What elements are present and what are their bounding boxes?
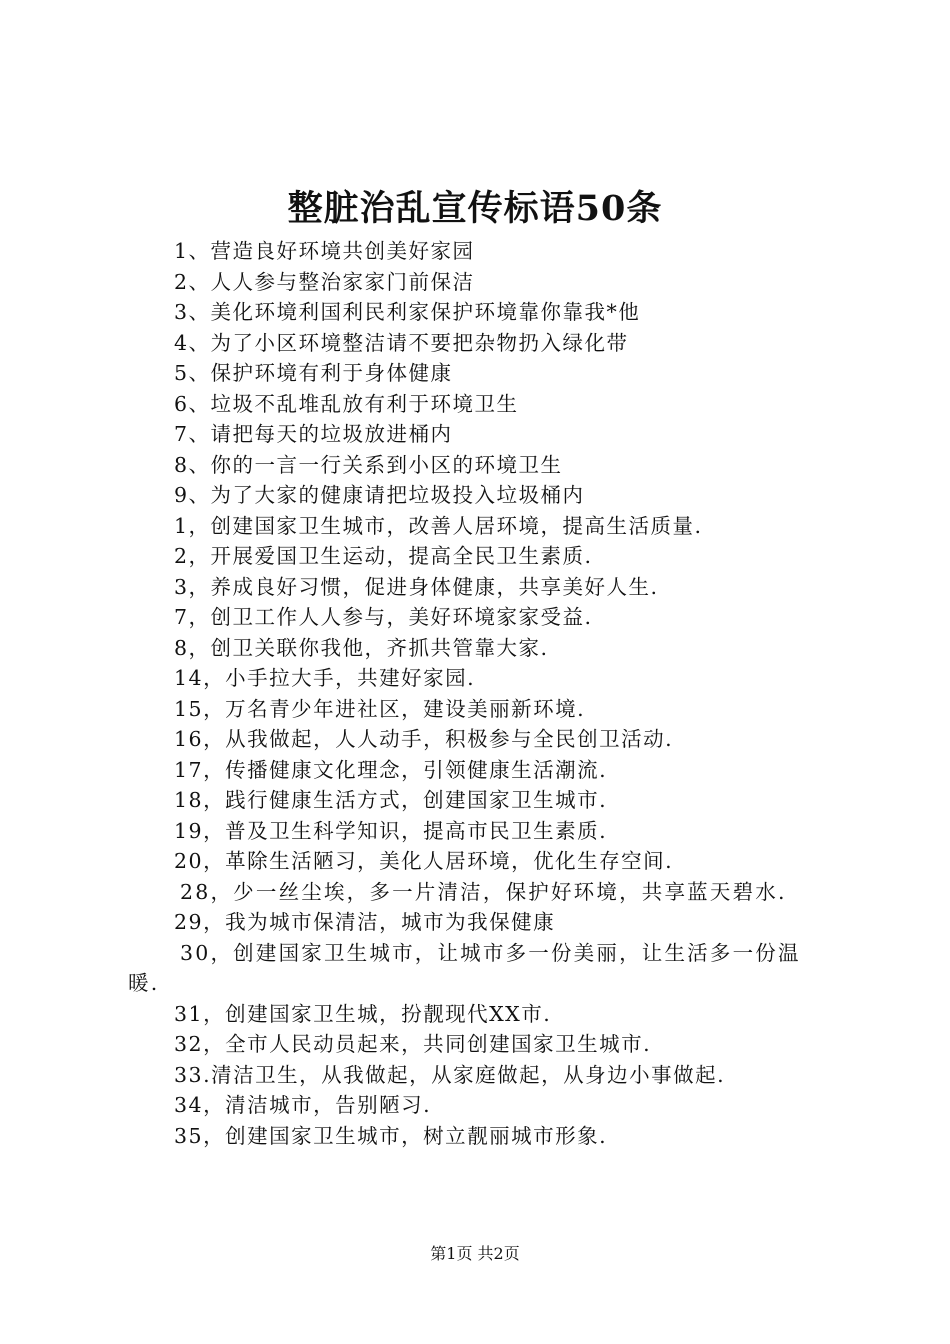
slogan-line: 1，创建国家卫生城市，改善人居环境，提高生活质量. xyxy=(174,513,703,538)
slogan-line: 7、请把每天的垃圾放进桶内 xyxy=(174,422,453,446)
slogan-line: 32，全市人民动员起来，共同创建国家卫生城市. xyxy=(174,1032,652,1056)
document-title: 整脏治乱宣传标语50条 xyxy=(287,188,663,229)
slogan-line: 8、你的一言一行关系到小区的环境卫生 xyxy=(174,452,563,477)
slogan-line: 20，革除生活陋习，美化人居环境，优化生存空间. xyxy=(174,849,674,873)
slogan-line: 30，创建国家卫生城市，让城市多一份美丽，让生活多一份温暖. xyxy=(128,940,801,995)
slogan-line: 19，普及卫生科学知识，提高市民卫生素质. xyxy=(174,818,608,843)
slogan-line: 5、保护环境有利于身体健康 xyxy=(174,361,453,385)
page-footer: 第1页 共2页 xyxy=(430,1244,520,1263)
slogan-line: 2、人人参与整治家家门前保洁 xyxy=(174,269,475,294)
slogan-line: 35，创建国家卫生城市，树立靓丽城市形象. xyxy=(174,1123,608,1148)
slogan-line: 7，创卫工作人人参与，美好环境家家受益. xyxy=(174,605,593,629)
slogan-line: 33.清洁卫生，从我做起，从家庭做起，从身边小事做起. xyxy=(174,1062,726,1087)
slogan-line: 2，开展爱国卫生运动，提高全民卫生素质. xyxy=(174,544,593,568)
slogan-line: 4、为了小区环境整洁请不要把杂物扔入绿化带 xyxy=(174,330,629,355)
slogan-line: 3，养成良好习惯，促进身体健康，共享美好人生. xyxy=(174,574,659,599)
slogan-line: 8，创卫关联你我他，齐抓共管靠大家. xyxy=(174,635,549,660)
slogan-line: 28，少一丝尘埃，多一片清洁，保护好环境，共享蓝天碧水. xyxy=(180,879,787,904)
slogan-line: 6、垃圾不乱堆乱放有利于环境卫生 xyxy=(174,391,519,416)
slogan-line: 16，从我做起，人人动手，积极参与全民创卫活动. xyxy=(174,727,674,751)
slogan-line: 14，小手拉大手，共建好家园. xyxy=(174,666,476,690)
slogan-line: 3、美化环境利国利民利家保护环境靠你靠我*他 xyxy=(174,300,641,324)
slogan-list xyxy=(128,236,832,1151)
slogan-line: 1、营造良好环境共创美好家园 xyxy=(174,239,475,263)
slogan-line: 15，万名青少年进社区，建设美丽新环境. xyxy=(174,696,586,721)
slogan-line: 29，我为城市保清洁，城市为我保健康 xyxy=(174,910,556,934)
slogan-line: 17，传播健康文化理念，引领健康生活潮流. xyxy=(174,757,608,782)
slogan-line: 34，清洁城市，告别陋习. xyxy=(174,1093,432,1117)
slogan-line: 18，践行健康生活方式，创建国家卫生城市. xyxy=(174,788,608,812)
slogan-line: 31，创建国家卫生城，扮靓现代XX市. xyxy=(174,1001,552,1026)
slogan-line: 9、为了大家的健康请把垃圾投入垃圾桶内 xyxy=(174,483,585,507)
